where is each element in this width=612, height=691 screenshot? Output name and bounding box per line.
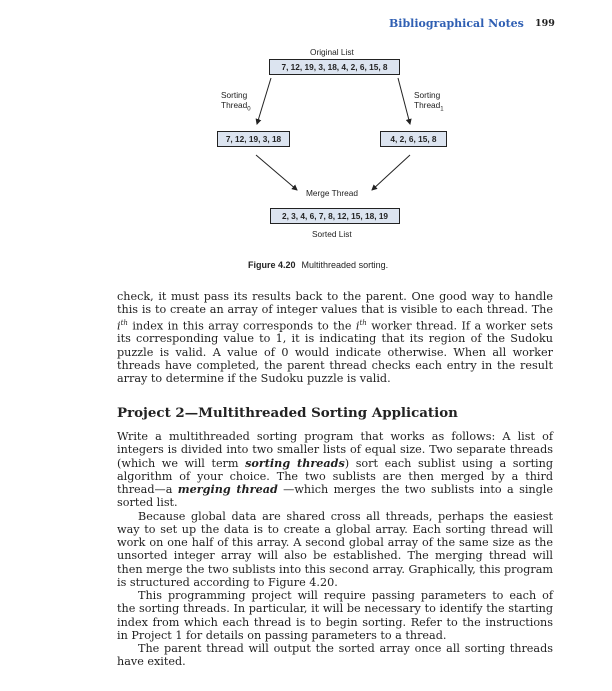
paragraph-output: The parent thread will output the sorted array once all sorting threads have exited. [117,642,553,669]
sorting-thread-0-label: Sorting Thread$_0$ [221,90,251,113]
paragraph-results-array: check, it must pass its results back to the parent. One good way to handle this is to create an array of integer values that is visible to each thread. The $i^{th}$ index in this array corresponds to the $i^{th}$ worker thread. If a worker sets its corresponding value to 1, it is indicating that its region of the Sudoku puzzle is valid. A value of 0 would indicate otherwise. When all worker threads have completed, the parent thread checks each entry in the result array to determine if the Sudoku puzzle is valid. [117,290,553,386]
paragraph-global-data: Because global data are shared cross all threads, perhaps the easiest way to set up the data is to create a global array. Each sorting thread will work on one half of this array. A second global array of the same size as the unsorted integer array will also be established. The merging thread will then merge the two sublists into this second array. Graphically, this program is structured according to Figure 4.20. [117,509,553,589]
figure-caption [248,260,388,270]
running-header-title: Bibliographical Notes [389,17,524,30]
arrow-left-to-merge [256,155,297,190]
sorted-list-label: Sorted List [312,229,352,239]
original-list-box: 7, 12, 19, 3, 18, 4, 2, 6, 15, 8 [269,59,400,75]
right-sublist-box: 4, 2, 6, 15, 8 [380,131,447,147]
section-heading: Project 2—Multithreaded Sorting Application [117,405,458,421]
project-description [117,430,553,669]
merge-thread-label: Merge Thread [306,188,358,198]
paragraph-parameters: This programming project will require passing parameters to each of the sorting threads. In particular, it will be necessary to identify the starting index from which each thread is to begin sorting. Refer to the instructions in Project 1 for details on passing parameters to a thread. [117,589,553,642]
figure-arrows [0,0,612,300]
arrow-right-to-merge [372,155,410,190]
original-list-label: Original List [310,47,354,57]
sorted-list-box: 2, 3, 4, 6, 7, 8, 12, 15, 18, 19 [270,208,400,224]
arrow-to-left-thread [257,78,271,124]
page-number: 199 [535,18,555,29]
sorting-thread-1-label: Sorting Thread$_1$ [414,90,444,113]
figure-caption-text: Multithreaded sorting. [301,260,389,270]
left-sublist-box: 7, 12, 19, 3, 18 [217,131,290,147]
figure-number: Figure 4.20 [248,260,296,270]
arrow-to-right-thread [398,78,410,124]
paragraph-intro: Write a multithreaded sorting program that works as follows: A list of integers is divided into two smaller lists of equal size. Two separate threads (which we will term sorting threads) sort each sublist using a sorting algorithm of your choice. The two sublists are then merged by a third thread—a merging thread —which merges the two sublists into a single sorted list. [117,430,554,510]
